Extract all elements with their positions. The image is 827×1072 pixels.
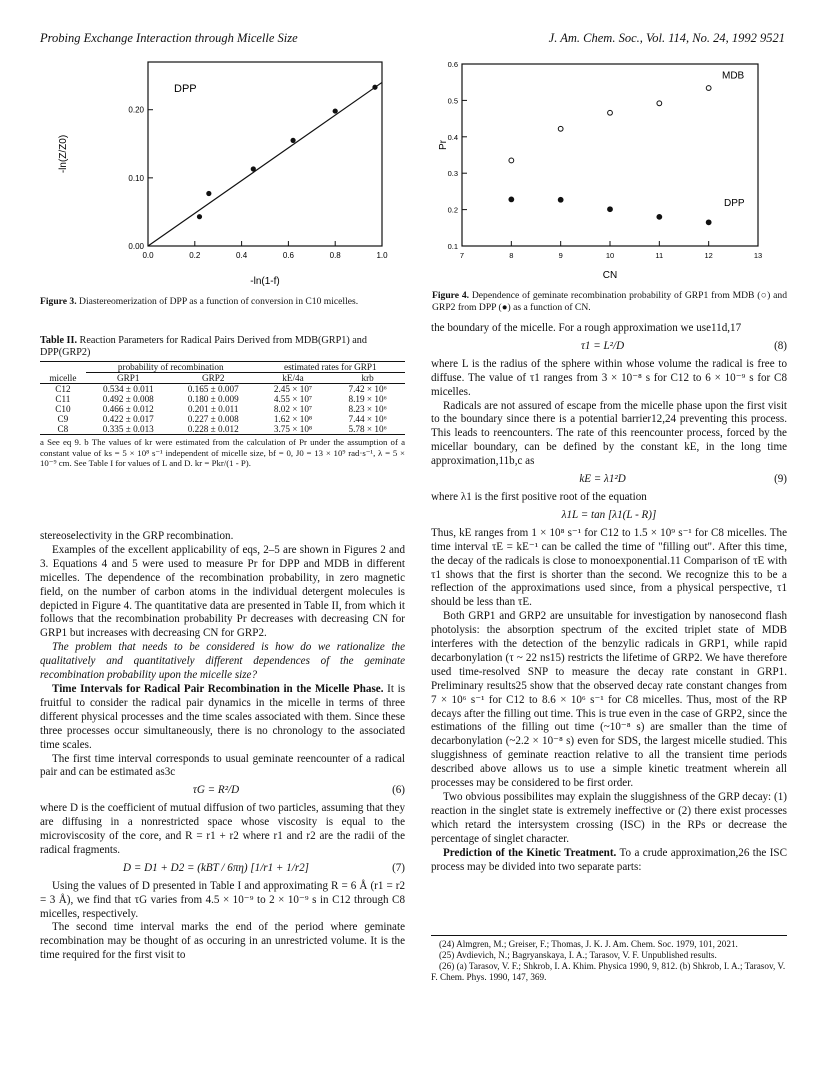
figure-3-caption-label: Figure 3.	[40, 296, 77, 307]
table-cell: 8.23 × 10⁶	[348, 404, 387, 414]
table-2-col-header: GRP1	[86, 373, 171, 384]
table-2-footnote: a See eq 9. b The values of kr were estimated from the calculation of Pr under the assumption of a constant value of ks = 5 × 10⁸ s⁻¹ independent of micelle size, bf = 0, J0 = 13 × 10⁹ rad·s⁻¹, λ = 5 × 10⁻⁹ cm. See Table I for values of L and D. kr = Pkr/(1 - P).	[40, 437, 405, 469]
reference-item: (24) Almgren, M.; Greiser, F.; Thomas, J. K. J. Am. Chem. Soc. 1979, 101, 2021.	[439, 939, 738, 949]
figure-4-caption-label: Figure 4.	[432, 290, 470, 301]
table-cell: C11	[55, 394, 71, 404]
table-cell: 8.02 × 10⁷	[273, 404, 313, 414]
equation-6	[40, 784, 405, 798]
figure-4-chart	[432, 52, 792, 284]
table-cell: 5.78 × 10⁶	[330, 424, 405, 435]
running-header-left: Probing Exchange Interaction through Micelle Size	[40, 31, 298, 45]
right-column	[431, 322, 787, 874]
data-point	[333, 108, 338, 113]
paragraph: Examples of the excellent applicability of eqs, 2–5 are shown in Figures 2 and 3. Equations 4 and 5 were used to measure Pr for DPP and MDB in different micelles. The dependence of the recombination probability, in zero magnetic field, on the number of carbon atoms in the individual detergent molecules is depicted in Figure 4. The quantitative data are presented in Table II, from which it follows that the recombination probability Pr decreases with decreasing CN for GRP1 but increases with decreasing CN for GRP2.	[40, 543, 405, 640]
paragraph: where D is the coefficient of mutual diffusion of two particles, assuming that they are diffusing in a nonrestricted space whose viscosity is equal to the microviscosity of the core, and R = r1 + r2 where r1 and r2 are the radii of the radical fragments.	[40, 802, 405, 856]
equation-10	[431, 509, 787, 523]
table-cell: 0.180 ± 0.009	[187, 394, 239, 404]
data-point	[206, 191, 211, 196]
paragraph	[40, 641, 405, 683]
reference-item: (26) (a) Tarasov, V. F.; Shkrob, I. A. Khim. Physica 1990, 9, 812. (b) Shkrob, I. A.; Tarasov, V. F. Chem. Phys. 1990, 147, 369.	[431, 961, 786, 982]
table-2-group-probability: probability of recombination	[86, 362, 256, 373]
table-cell: 2.45 × 10⁷	[273, 384, 313, 394]
equation-number: (6)	[392, 784, 405, 797]
y-tick-label: 0.1	[447, 242, 458, 251]
paragraph: Both GRP1 and GRP2 are unsuitable for investigation by nanosecond flash photolysis: the absorption spectrum of the excited triplet state of MDB interferes with the detection of the benzylic radicals in GRP1, while rapid decarbonylation (τ ~ 22 ns15) restricts the lifetime of GRP2. We have therefore used time-resolved SNP to measure the decay rate constant in GRP1. Preliminary results25 show that the observed decay rate constant changes from 7 × 10⁶ s⁻¹ for C12 to 8.6 × 10⁶ s⁻¹ for C8 micelles. Thus, most of the RP decays after the filling out time. This is true even in the case of GRP2, since the estimations of the filling out time (~10⁻⁸ s) are smaller than the time of decarbonylation (~2.2 × 10⁻⁸ s) even for SDS, the largest micelle studied. This sluggishness of geminate reaction relative to all the transient time periods described above allows us to use a simple kinetic treatment wherein all processes may be considered to be first order.	[431, 610, 787, 790]
y-tick-label: 0.6	[447, 60, 458, 69]
figure-3-chart	[40, 52, 410, 292]
paragraph: Two obvious possibilites may explain the sluggishness of the GRP decay: (1) reaction in the singlet state is extremely ineffective or (2) there exist processes which retard the intersystem crossing (ISC) in the RPs or decrease the percentage of singlet character.	[431, 791, 787, 845]
data-point	[197, 214, 202, 219]
y-tick-label: 0.4	[447, 132, 458, 142]
table-row	[40, 384, 405, 395]
paragraph: where L is the radius of the sphere within whose volume the radical is free to diffuse. The value of τ1 ranges from 3 × 10⁻⁸ s for C12 to 6 × 10⁻⁹ s for C8 micelles.	[431, 357, 787, 398]
table-cell: 0.466 ± 0.012	[102, 404, 154, 414]
figure-4-caption	[432, 290, 787, 313]
fit-line	[148, 82, 382, 246]
x-tick-label: 11	[655, 251, 664, 260]
table-cell: 1.62 × 10⁸	[273, 414, 313, 424]
table-cell: 4.55 × 10⁷	[273, 394, 313, 404]
table-2-block	[40, 335, 405, 469]
table-2-title-text: Reaction Parameters for Radical Pairs Derived from MDB(GRP1) and DPP(GRP2)	[40, 335, 367, 358]
table-cell: 7.42 × 10⁶	[348, 384, 387, 394]
equation-number: (7)	[392, 861, 405, 874]
data-point-dpp	[509, 197, 514, 202]
y-tick-label: 0.3	[447, 169, 458, 179]
table-row	[40, 424, 405, 435]
x-axis-label: -ln(1-f)	[250, 276, 280, 287]
table-cell: 7.44 × 10⁶	[348, 414, 387, 424]
x-tick-label: 12	[704, 251, 713, 260]
table-cell: 0.165 ± 0.007	[187, 384, 239, 394]
y-tick-label: 0.20	[128, 105, 144, 115]
paragraph-text: It is fruitful to consider the radical pair dynamics in the micelle in terms of three different physical processes and the time scales associated with them. Since these three processes occur simultaneously, there is no chronology to the associated time scales.	[40, 682, 406, 751]
table-cell: 0.492 ± 0.008	[102, 394, 154, 404]
equation-text: kE = λ1²D	[579, 473, 626, 486]
table-2-title	[40, 335, 405, 359]
equation-text: D = D1 + D2 = (kBT / 6πη) [1/r1 + 1/r2]	[123, 861, 309, 874]
data-point-dpp	[558, 197, 563, 202]
table-2-title-label: Table II.	[40, 335, 77, 346]
paragraph-text: To a crude approximation,26 the ISC process may be divided into two separate parts:	[431, 846, 787, 873]
reference-item: (25) Avdievich, N.; Bagryanskaya, I. A.; Tarasov, V. F. Unpublished results.	[439, 950, 717, 960]
running-header-right: J. Am. Chem. Soc., Vol. 114, No. 24, 1992 9521	[548, 31, 785, 45]
paragraph	[40, 683, 405, 753]
table-cell: 0.228 ± 0.012	[171, 424, 256, 435]
equation-9	[431, 473, 787, 487]
paragraph: Thus, kE ranges from 1 × 10⁸ s⁻¹ for C12 to 1.5 × 10⁹ s⁻¹ for C8 micelles. The time interval τE = kE⁻¹ can be called the time of "filling out". After this time, the decay of the radicals is close to monoexponential.11 Comparison of τE with τ1 shows that the first is shorter than the second. We recognize this to be a reflection of the approximations used since, from a physical perspective, τ1 should be less than τE.	[431, 526, 787, 609]
equation-text: τ1 = L²/D	[580, 339, 625, 352]
equation-text: τG = R²/D	[192, 784, 240, 797]
paragraph: the boundary of the micelle. For a rough approximation we use11d,17	[431, 322, 742, 334]
paragraph: stereoselectivity in the GRP recombination.	[40, 530, 234, 542]
table-cell: 0.227 ± 0.008	[187, 414, 239, 424]
table-row	[40, 414, 405, 424]
x-tick-label: 7	[459, 251, 465, 260]
y-axis-label: -ln(Z/Z0)	[58, 134, 69, 174]
plot-frame	[462, 64, 758, 246]
table-cell: 0.534 ± 0.011	[102, 384, 154, 394]
table-cell: 0.201 ± 0.011	[187, 404, 239, 414]
paragraph	[431, 847, 787, 875]
data-point-mdb	[706, 86, 711, 91]
table-cell: C12	[55, 384, 71, 394]
equation-number: (8)	[774, 339, 787, 352]
paragraph: The second time interval marks the end of the period where geminate recombination may be thought of as occuring in an unrestricted volume. It is the time required for the first visit to	[40, 921, 405, 962]
x-tick-label: 0.2	[189, 251, 201, 260]
data-point-mdb	[509, 158, 514, 163]
data-point-mdb	[608, 110, 613, 115]
x-tick-label: 0.0	[142, 251, 154, 260]
data-point-dpp	[706, 220, 711, 225]
data-point	[251, 166, 256, 171]
table-cell: 3.75 × 10⁸	[256, 424, 331, 435]
x-tick-label: 0.6	[282, 251, 294, 260]
table-cell: 0.422 ± 0.017	[102, 414, 154, 424]
data-point	[372, 85, 377, 90]
equation-7	[40, 862, 405, 876]
table-2-col-header: kE/4a	[256, 373, 331, 384]
x-tick-label: 9	[558, 251, 563, 260]
left-column	[40, 530, 405, 963]
x-tick-label: 13	[753, 251, 763, 260]
figure-4-caption-text: Dependence of geminate recombination probability of GRP1 from MDB (○) and GRP2 from DPP (●) as a function of CN.	[432, 290, 787, 313]
table-2	[40, 361, 405, 435]
series-label: DPP	[174, 83, 197, 95]
y-tick-label: 0.10	[128, 173, 144, 183]
y-tick-label: 0.5	[447, 96, 458, 106]
x-tick-label: 10	[605, 251, 615, 260]
table-2-col-header: micelle	[40, 373, 86, 384]
paragraph-italic: The problem that needs to be considered is how do we rationalize the qualitatively and quantitatively different dependences of the geminate recombination probability upon the micelle size?	[40, 641, 405, 682]
equation-8	[431, 340, 787, 354]
table-2-empty-head	[40, 362, 86, 373]
y-tick-label: 0.2	[447, 205, 458, 215]
section-heading: Time Intervals for Radical Pair Recombination in the Micelle Phase.	[52, 682, 384, 695]
references	[431, 935, 787, 983]
table-row	[40, 394, 405, 404]
equation-number: (9)	[774, 473, 787, 486]
paragraph: The first time interval corresponds to usual geminate reencounter of a radical pair and can be estimated as3c	[40, 752, 405, 779]
data-point-mdb	[558, 126, 563, 131]
x-tick-label: 0.4	[236, 251, 248, 260]
data-point	[290, 138, 295, 143]
table-cell: C8	[40, 424, 86, 435]
paragraph: where λ1 is the first positive root of the equation	[431, 490, 647, 503]
y-axis-label: Pr	[438, 140, 449, 150]
table-2-col-header: krb	[330, 373, 405, 384]
figure-3-caption-text: Diastereomerization of DPP as a function of conversion in C10 micelles.	[79, 296, 359, 307]
data-point-dpp	[657, 214, 662, 219]
table-cell: C10	[55, 404, 71, 414]
x-tick-label: 0.8	[329, 251, 341, 260]
table-2-col-header: GRP2	[171, 373, 256, 384]
table-cell: 0.335 ± 0.013	[86, 424, 171, 435]
data-point-mdb	[657, 101, 662, 106]
x-tick-label: 1.0	[376, 251, 388, 260]
table-2-group-rates: estimated rates for GRP1	[256, 362, 405, 373]
y-tick-label: 0.00	[128, 242, 144, 251]
paragraph: Using the values of D presented in Table I and approximating R = 6 Å (r1 = r2 = 3 Å), we find that τG varies from 4.5 × 10⁻⁹ to 2 × 10⁻⁹ s in C12 through C8 micelles, respectively.	[40, 879, 405, 920]
figure-3-caption	[40, 296, 405, 308]
series-label-dpp: DPP	[724, 197, 745, 209]
table-cell: C9	[57, 414, 69, 424]
table-cell: 8.19 × 10⁶	[348, 394, 387, 404]
section-heading: Prediction of the Kinetic Treatment.	[443, 846, 617, 859]
equation-text: λ1L = tan [λ1(L - R)]	[561, 508, 657, 521]
data-point-dpp	[608, 207, 613, 212]
paragraph: Radicals are not assured of escape from the micelle phase upon the first visit to the boundary since there is a potential barrier12,24 preventing this process. This leads to reencounters. The rate of this reencounter process, forced by the micellar boundary, can be defined by the constant kE, in the long time approximation,11b,c as	[431, 399, 787, 468]
series-label-mdb: MDB	[722, 70, 745, 82]
x-axis-label: CN	[602, 270, 618, 281]
table-row	[40, 404, 405, 414]
x-tick-label: 8	[509, 251, 514, 260]
